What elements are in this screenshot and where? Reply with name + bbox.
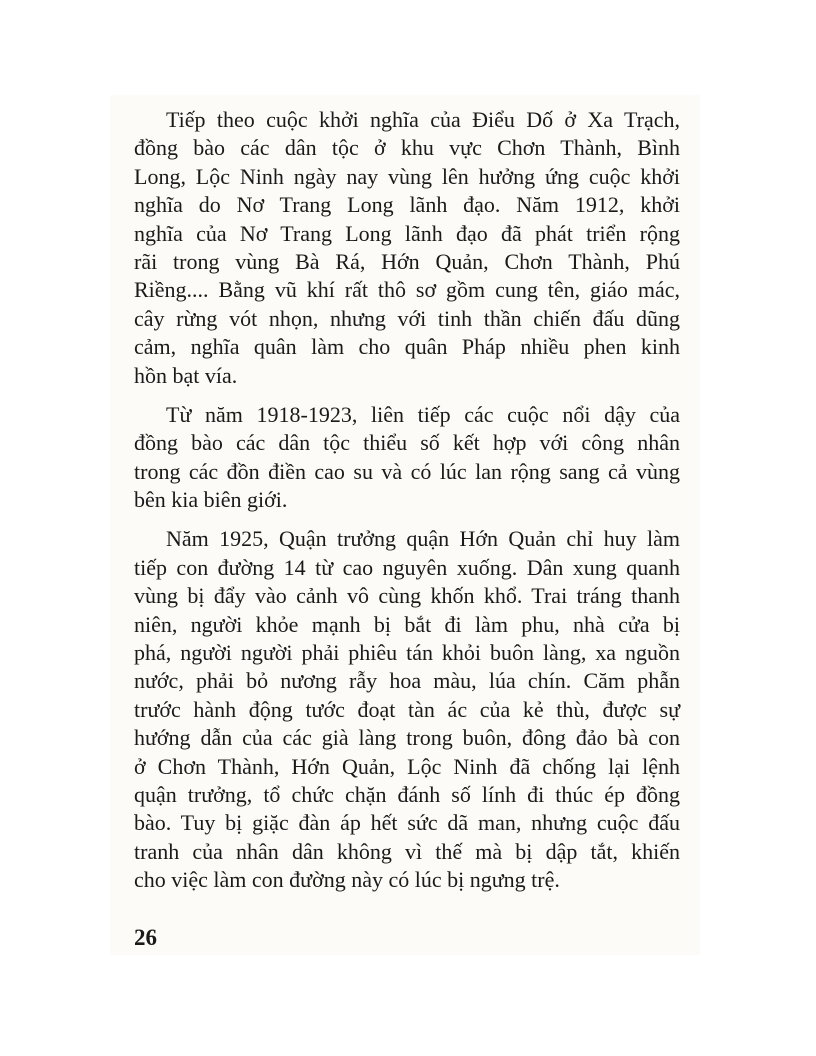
text-line: tranh của nhân dân không vì thế mà bị dập tắt, khiến [134,838,680,864]
text-line: bào. Tuy bị giặc đàn áp hết sức dã man, nhưng cuộc đấu [134,810,680,836]
paragraph [134,401,680,515]
text-line: vùng bị đẩy vào cảnh vô cùng khốn khổ. Trai tráng thanh [134,583,680,609]
text-line: ở Chơn Thành, Hớn Quản, Lộc Ninh đã chống lại lệnh [134,753,680,779]
text-line: niên, người khỏe mạnh bị bắt đi làm phu, nhà cửa bị [134,611,680,637]
text-line: nghĩa do Nơ Trang Long lãnh đạo. Năm 1912, khởi [134,192,680,218]
text-line: tiếp con đường 14 từ cao nguyên xuống. Dân xung quanh [134,554,680,580]
text-line: trong các đồn điền cao su và có lúc lan rộng sang cả vùng [134,458,680,484]
body-text [134,106,680,906]
text-line: Năm 1925, Quận trưởng quận Hớn Quản chỉ huy làm [166,526,680,552]
page-number: 26 [134,925,157,950]
text-line: Riềng.... Bằng vũ khí rất thô sơ gồm cung tên, giáo mác, [134,277,680,303]
text-line: Từ năm 1918-1923, liên tiếp các cuộc nổi dậy của [166,401,680,427]
text-line: cảm, nghĩa quân làm cho quân Pháp nhiều phen kinh [134,334,680,360]
paragraph [134,525,680,894]
text-line: cây rừng vót nhọn, nhưng với tinh thần chiến đấu dũng [134,305,680,331]
text-line: bên kia biên giới. [134,487,288,513]
text-line: cho việc làm con đường này có lúc bị ngưng trệ. [134,867,560,893]
text-line: Tiếp theo cuộc khởi nghĩa của Điểu Dố ở Xa Trạch, [166,107,680,132]
text-line: Long, Lộc Ninh ngày nay vùng lên hưởng ứng cuộc khởi [134,163,680,189]
text-line: hướng dẫn của các già làng trong buôn, đông đảo bà con [134,725,680,751]
text-line: rãi trong vùng Bà Rá, Hớn Quản, Chơn Thành, Phú [134,248,680,274]
text-line: đồng bào các dân tộc ở khu vực Chơn Thành, Bình [134,135,680,161]
text-line: trước hành động tước đoạt tàn ác của kẻ thù, được sự [134,696,680,722]
text-line: nghĩa của Nơ Trang Long lãnh đạo đã phát triển rộng [134,220,680,246]
text-line: quận trưởng, tổ chức chặn đánh số lính đi thúc ép đồng [134,781,680,807]
text-line: nước, phải bỏ nương rẫy hoa màu, lúa chín. Căm phẫn [134,668,680,694]
text-line: đồng bào các dân tộc thiểu số kết hợp với công nhân [134,430,680,456]
paragraph [134,106,680,390]
text-line: hồn bạt vía. [134,362,238,388]
text-line: phá, người người phải phiêu tán khỏi buôn làng, xa nguồn [134,640,680,666]
